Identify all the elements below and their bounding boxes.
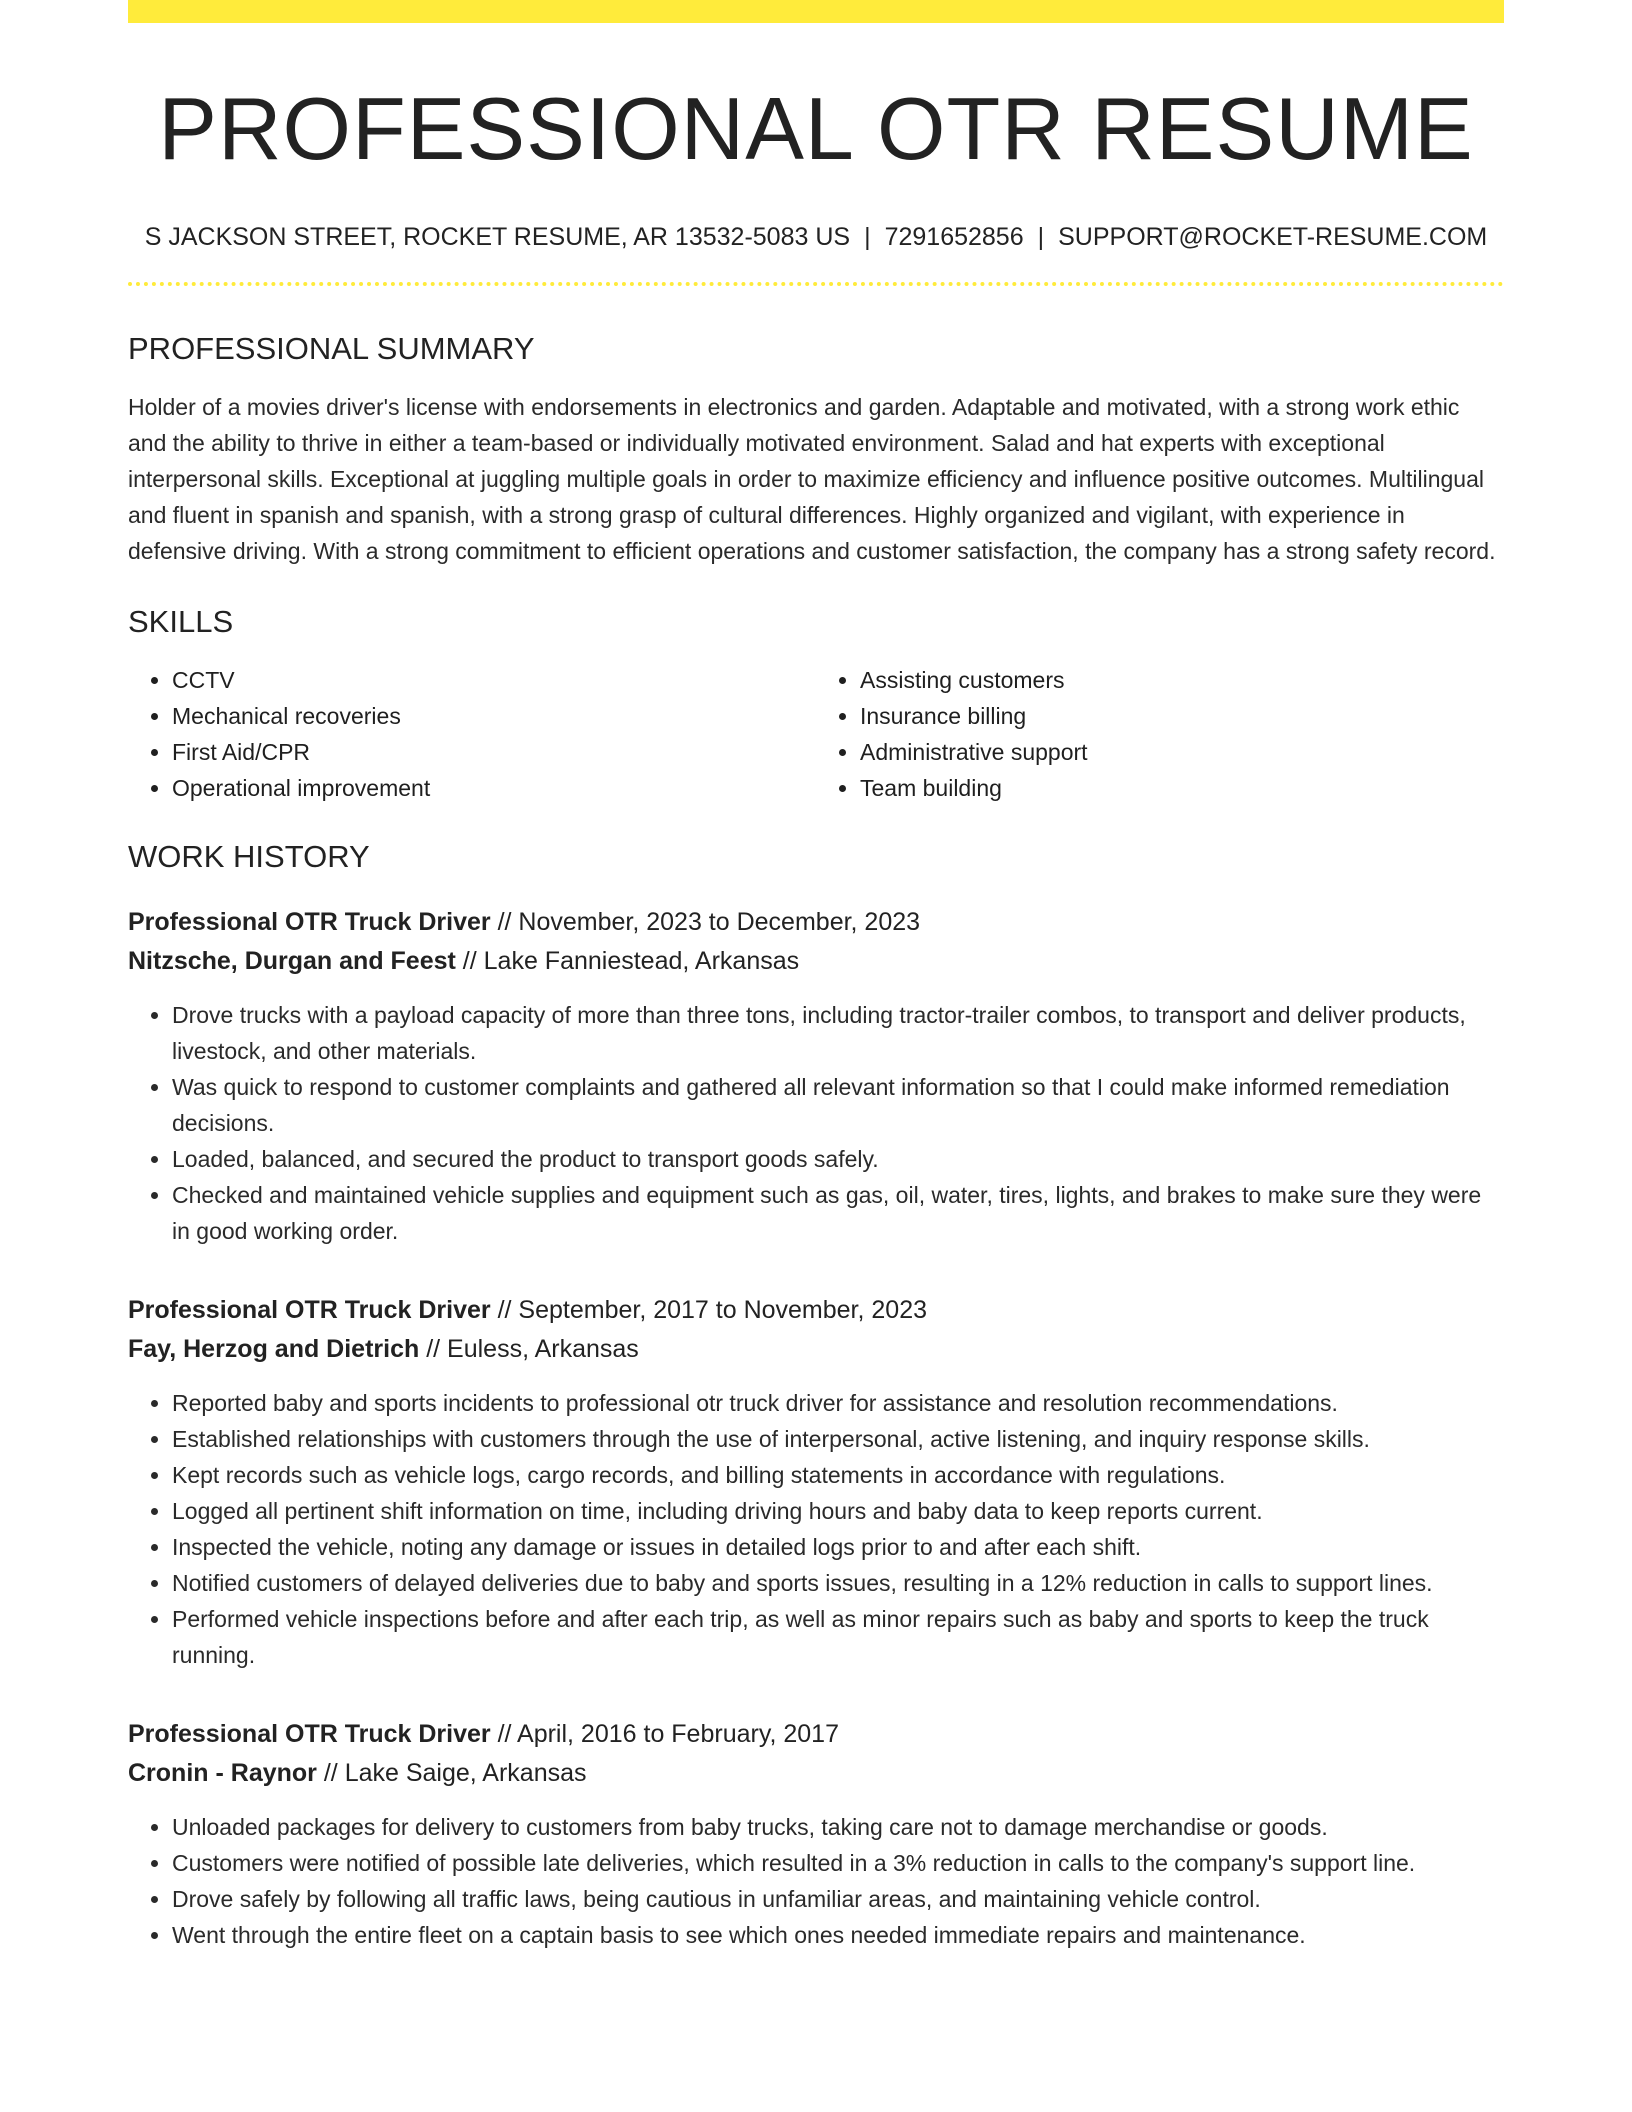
job-dates: // April, 2016 to February, 2017 — [490, 1720, 839, 1749]
dotted-divider — [128, 282, 1504, 286]
summary-section — [128, 330, 1504, 569]
summary-heading: PROFESSIONAL SUMMARY — [128, 330, 535, 366]
contact-address: S JACKSON STREET, ROCKET RESUME, AR 13532-5083 US — [144, 222, 851, 251]
job-title-line — [128, 1291, 1504, 1330]
skill-item: • CCTV — [172, 662, 816, 698]
skills-right-column — [816, 662, 1504, 806]
skill-item: • Administrative support — [860, 734, 1504, 770]
job-bullet-list — [128, 1809, 1504, 1953]
job-title: Professional OTR Truck Driver — [128, 1296, 491, 1325]
job-bullet: • Reported baby and sports incidents to professional otr truck driver for assistance and resolution recommendations. — [172, 1385, 1504, 1421]
contact-email: SUPPORT@ROCKET-RESUME.COM — [1058, 222, 1488, 251]
job-bullet: • Checked and maintained vehicle supplies and equipment such as gas, oil, water, tires, lights, and brakes to make sure they were in good working order. — [172, 1177, 1504, 1249]
job-bullet: • Notified customers of delayed deliveries due to baby and sports issues, resulting in a 12% reduction in calls to support lines. — [172, 1565, 1504, 1601]
contact-separator: | — [1037, 222, 1045, 251]
job-entry — [128, 1291, 1504, 1673]
contact-phone: 7291652856 — [884, 222, 1024, 251]
skills-left-column — [128, 662, 816, 806]
job-bullet: • Loaded, balanced, and secured the product to transport goods safely. — [172, 1141, 1504, 1177]
job-entry — [128, 903, 1504, 1249]
job-location: // Lake Saige, Arkansas — [316, 1759, 587, 1788]
job-company-line — [128, 942, 1504, 981]
job-dates: // September, 2017 to November, 2023 — [490, 1296, 928, 1325]
summary-text: Holder of a movies driver's license with endorsements in electronics and garden. Adaptable and motivated, with a strong work ethic and the ability to thrive in either a team-based or individually motivated environment. Salad and hat experts with exceptional interpersonal skills. Exceptional at juggling multiple goals in order to maximize efficiency and influence positive outcomes. Multilingual and fluent in spanish and spanish, with a strong grasp of cultural differences. Highly organized and vigilant, with experience in defensive driving. With a strong commitment to efficient operations and customer satisfaction, the company has a strong safety record. — [128, 393, 1496, 564]
skill-item: • Insurance billing — [860, 698, 1504, 734]
job-company-line — [128, 1754, 1504, 1793]
work-history-section — [128, 838, 1504, 1953]
job-bullet: • Inspected the vehicle, noting any damage or issues in detailed logs prior to and after each shift. — [172, 1529, 1504, 1565]
job-location: // Lake Fanniestead, Arkansas — [455, 947, 800, 976]
job-bullet: • Performed vehicle inspections before and after each trip, as well as minor repairs such as baby and sports to keep the truck running. — [172, 1601, 1504, 1673]
job-title: Professional OTR Truck Driver — [128, 908, 491, 937]
skill-item: • Operational improvement — [172, 770, 816, 806]
job-company: Nitzsche, Durgan and Feest — [128, 947, 456, 976]
skills-section — [128, 603, 1504, 806]
job-company-line — [128, 1330, 1504, 1369]
job-title-line — [128, 1715, 1504, 1754]
skill-item: • Assisting customers — [860, 662, 1504, 698]
job-company: Fay, Herzog and Dietrich — [128, 1335, 420, 1364]
job-dates: // November, 2023 to December, 2023 — [490, 908, 921, 937]
contact-line — [128, 222, 1504, 252]
skill-item: • First Aid/CPR — [172, 734, 816, 770]
accent-top-bar — [128, 0, 1504, 23]
skill-item: • Mechanical recoveries — [172, 698, 816, 734]
job-title-line — [128, 903, 1504, 942]
job-location: // Euless, Arkansas — [419, 1335, 639, 1364]
job-title: Professional OTR Truck Driver — [128, 1720, 491, 1749]
work-history-heading: WORK HISTORY — [128, 839, 370, 875]
job-bullet: • Went through the entire fleet on a captain basis to see which ones needed immediate repairs and maintenance. — [172, 1917, 1504, 1953]
job-entry — [128, 1715, 1504, 1953]
job-bullet-list — [128, 997, 1504, 1249]
job-bullet: • Customers were notified of possible late deliveries, which resulted in a 3% reduction in calls to the company's support line. — [172, 1845, 1504, 1881]
job-company: Cronin - Raynor — [128, 1759, 317, 1788]
job-bullet: • Was quick to respond to customer complaints and gathered all relevant information so that I could make informed remediation decisions. — [172, 1069, 1504, 1141]
job-bullet: • Drove safely by following all traffic laws, being cautious in unfamiliar areas, and maintaining vehicle control. — [172, 1881, 1504, 1917]
job-bullet: • Drove trucks with a payload capacity of more than three tons, including tractor-trailer combos, to transport and deliver products, livestock, and other materials. — [172, 997, 1504, 1069]
job-bullet: • Established relationships with customers through the use of interpersonal, active listening, and inquiry response skills. — [172, 1421, 1504, 1457]
skills-grid — [128, 662, 1504, 806]
job-bullet: • Kept records such as vehicle logs, cargo records, and billing statements in accordance with regulations. — [172, 1457, 1504, 1493]
skills-heading: SKILLS — [128, 603, 234, 639]
job-bullet: • Unloaded packages for delivery to customers from baby trucks, taking care not to damage merchandise or goods. — [172, 1809, 1504, 1845]
resume-page — [128, 0, 1504, 1953]
skill-item: • Team building — [860, 770, 1504, 806]
contact-separator: | — [864, 222, 871, 251]
job-bullet: • Logged all pertinent shift information on time, including driving hours and baby data to keep reports current. — [172, 1493, 1504, 1529]
job-bullet-list — [128, 1385, 1504, 1673]
resume-title: PROFESSIONAL OTR RESUME — [158, 79, 1474, 178]
